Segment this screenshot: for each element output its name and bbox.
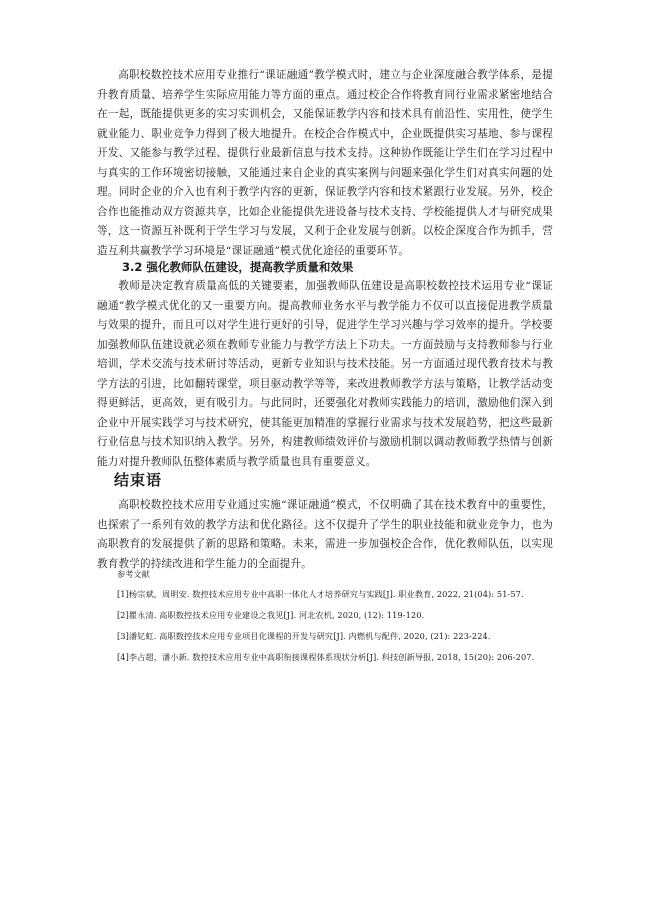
section-3-1-block: [97, 66, 553, 261]
conclusion-heading: 结束语: [114, 471, 163, 489]
conclusion-paragraph: 高职校数控技术应用专业通过实施“课证融通”模式，不仅明确了其在技术教育中的重要性，也探索了一系列有效的教学方法和优化路径。这不仅提升了学生的职业技能和就业竞争力，也为高职教育的发展提供了新的思路和策略。未来，需进一步加强校企合作，优化教师队伍，以实现教育教学的持续改进和学生能力的全面提升。: [97, 499, 553, 570]
references-list: [97, 586, 553, 665]
body-paragraph-school-enterprise: 高职校数控技术应用专业推行“课证融通”教学模式时，建立与企业深度融合教学体系，是提升教育质量、培养学生实际应用能力等方面的重点。通过校企合作将教育同行业需求紧密地结合在一起，既能提供更多的实习实训机会，又能保证教学内容和技术具有前沿性、实用性，使学生就业能力、职业竞争力得到了极大地提升。在校企合作模式中，企业既提供实习基地、参与课程开发、又能参与教学过程、提供行业最新信息与技术支持。这种协作既能让学生们在学习过程中与真实的工作环境密切接触，又能通过来自企业的真实案例与问题来强化学生们对真实问题的处理。同时企业的介入也有利于教学内容的更新，保证教学内容和技术紧跟行业发展。另外，校企合作也能推动双方资源共享，比如企业能提供先进设备与技术支持、学校能提供人才与研究成果等，这一资源互补既利于学生学习与发展，又利于企业发展与创新。以校企深度合作为抓手，营造互利共赢教学学习环境是“课证融通”模式优化途径的重要环节。: [97, 69, 553, 257]
references-title: 参考文献: [117, 569, 150, 579]
body-paragraph-teacher-team: 教师是决定教育质量高低的关键要素，加强教师队伍建设是高职校数控技术运用专业“课证融通”教学模式优化的又一重要方向。提高教师业务水平与教学能力不仅可以直接促进教学质量与效果的提升，而且可以对学生进行更好的引导，促进学生学习兴趣与学习效率的提升。学校要加强教师队伍建设就必须在教师专业能力与教学方法上下功夫。一方面鼓励与支持教师参与行业培训，学术交流与技术研讨等活动，更新专业知识与技术技能。另一方面通过现代教育技术与教学方法的引进，比如翻转课堂，项目驱动教学等等，来改进教师教学方法与策略，让教学活动变得更鲜活，更高效，更有吸引力。与此同时，还要强化对教师实践能力的培训，激励他们深入到企业中开展实践学习与技术研究，使其能更加精准的掌握行业需求与技术发展趋势，把这些最新行业信息与技术知识纳入教学。另外，构建教师绩效评价与激励机制以调动教师教学热情与创新能力对提升教师队伍整体素质与教学质量也具有重要意义。: [97, 280, 553, 468]
reference-item-2: [2]瞿永清. 高职数控技术应用专业建设之我见[J]. 河北农机, 2020, (12): 119-120.: [117, 610, 425, 620]
section-3-2-block: [97, 259, 553, 472]
reference-item-3: [3]潘钇虹. 高职数控技术应用专业项目化课程的开发与研究[J]. 内燃机与配件, 2020, (21): 223-224.: [117, 631, 491, 641]
reference-item-4: [4]李占超，潘小新. 数控技术应用专业中高职衔接课程体系现状分析[J]. 科技创新导报, 2018, 15(20): 206-207.: [117, 652, 535, 662]
references-block: [97, 566, 553, 665]
conclusion-block: [97, 469, 553, 574]
reference-item-1: [1]杨宗斌，周明安. 数控技术应用专业中高职一体化人才培养研究与实践[J]. 职业教育, 2022, 21(04): 51-57.: [117, 589, 524, 599]
section-heading-3-2: 3.2 强化教师队伍建设，提高教学质量和效果: [122, 260, 354, 274]
